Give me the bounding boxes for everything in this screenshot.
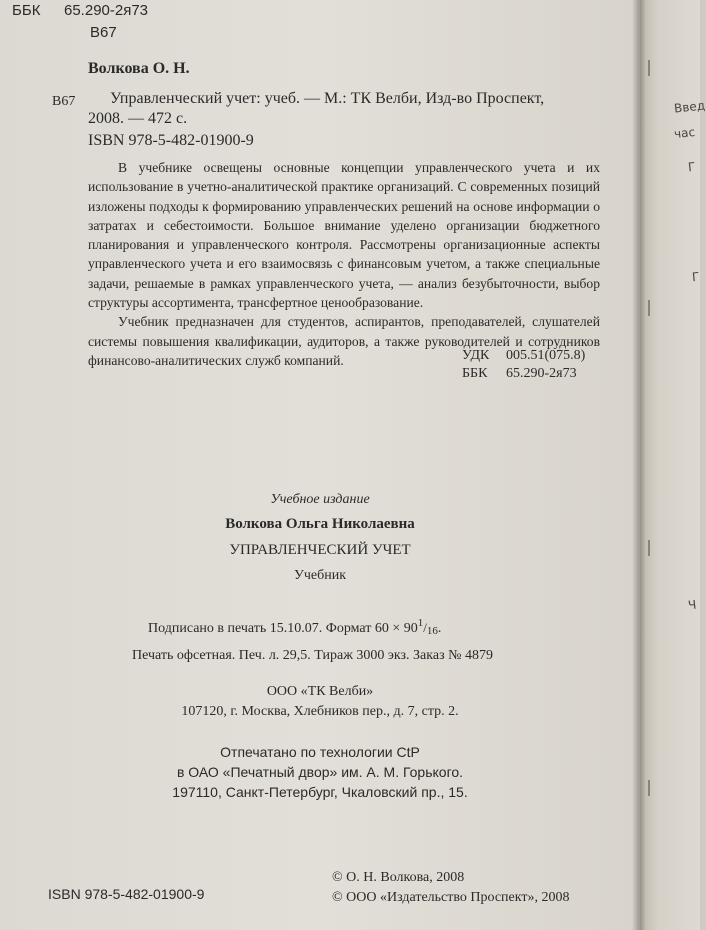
copyright-publisher: © ООО «Издательство Проспект», 2008: [332, 890, 570, 905]
isbn-top: ISBN 978-5-482-01900-9: [88, 132, 254, 149]
adjacent-fragment-2: час: [673, 124, 696, 142]
signed-text: Подписано в печать 15.10.07. Формат 60 × 90: [148, 621, 418, 636]
printed-line-1: Отпечатано по технологии CtP: [220, 744, 420, 760]
bbk-label: ББК: [12, 2, 41, 19]
binding-stitch: [648, 780, 650, 796]
bbk-code: 65.290-2я73: [64, 2, 149, 19]
udk-code: 005.51(075.8): [506, 348, 586, 363]
imprint-title: УПРАВЛЕНЧЕСКИЙ УЧЕТ: [229, 542, 411, 558]
bbk-code-bottom: 65.290-2я73: [506, 366, 577, 381]
abstract-paragraph-2: Учебник предназначен для студентов, аспирантов, преподавателей, слушателей системы повышения квалификации, аудиторов, а также руководителей и сотрудников финансово-аналитических служб компаний.: [88, 314, 600, 368]
margin-code: В67: [52, 94, 76, 109]
udk-label: УДК: [462, 348, 490, 363]
edition-type: Учебное издание: [270, 492, 370, 507]
adjacent-fragment-1: Введ: [673, 98, 706, 116]
adjacent-fragment-5: Ч: [687, 597, 697, 613]
signed-to-print: Подписано в печать 15.10.07. Формат $60 \times 90^1/16$.: [148, 617, 442, 637]
author-full-name: Волкова Ольга Николаевна: [225, 516, 415, 532]
abstract: [88, 158, 600, 370]
signed-suffix: .: [437, 621, 442, 636]
adjacent-fragment-4: Г: [691, 269, 701, 285]
book-title-line1: Управленческий учет: учеб. — М.: ТК Велби, Изд-во Проспект,: [110, 90, 545, 107]
book-title-line2: 2008. — 472 с.: [88, 110, 188, 127]
binding-stitch: [648, 540, 650, 556]
format-fraction-numerator: 1: [417, 617, 424, 629]
bbk-label-bottom: ББК: [462, 366, 488, 381]
publisher-address: 107120, г. Москва, Хлебников пер., д. 7, стр. 2.: [181, 704, 459, 719]
printed-line-3: 197110, Санкт-Петербург, Чкаловский пр., 15.: [172, 784, 468, 800]
printed-line-2: в ОАО «Печатный двор» им. А. М. Горького.: [176, 764, 464, 780]
publisher-name: ООО «ТК Велби»: [266, 684, 374, 699]
imprint-genre: Учебник: [293, 568, 347, 583]
book-gutter-shadow: [632, 0, 646, 930]
copyright-author: © О. Н. Волкова, 2008: [332, 870, 465, 885]
binding-stitch: [648, 60, 650, 76]
shelf-code: В67: [90, 24, 117, 41]
adjacent-fragment-3: Г: [687, 159, 697, 175]
abstract-paragraph-1: В учебнике освещены основные концепции управленческого учета и их использование в учетно-аналитической практике организаций. С современных позиций изложены подходы к формированию управленческих решений на основе информации о затратах и себестоимости. Большое внимание уделено организации бюджетного планирования и управленческого контроля. Рассмотрены организационные аспекты управленческого учета и его взаимосвязь с финансовым учетом, а также специальные задачи, решаемые в рамках управленческого учета, — анализ безубыточности, выбор структуры ассортимента, трансфертное ценообразование.: [88, 160, 600, 311]
format-fraction-denominator: 16: [426, 625, 438, 637]
print-info: Печать офсетная. Печ. л. 29,5. Тираж 3000 экз. Заказ № 4879: [132, 648, 493, 663]
author-name: Волкова О. Н.: [88, 60, 190, 77]
binding-stitch: [648, 300, 650, 316]
isbn-bottom: ISBN 978-5-482-01900-9: [48, 886, 205, 902]
